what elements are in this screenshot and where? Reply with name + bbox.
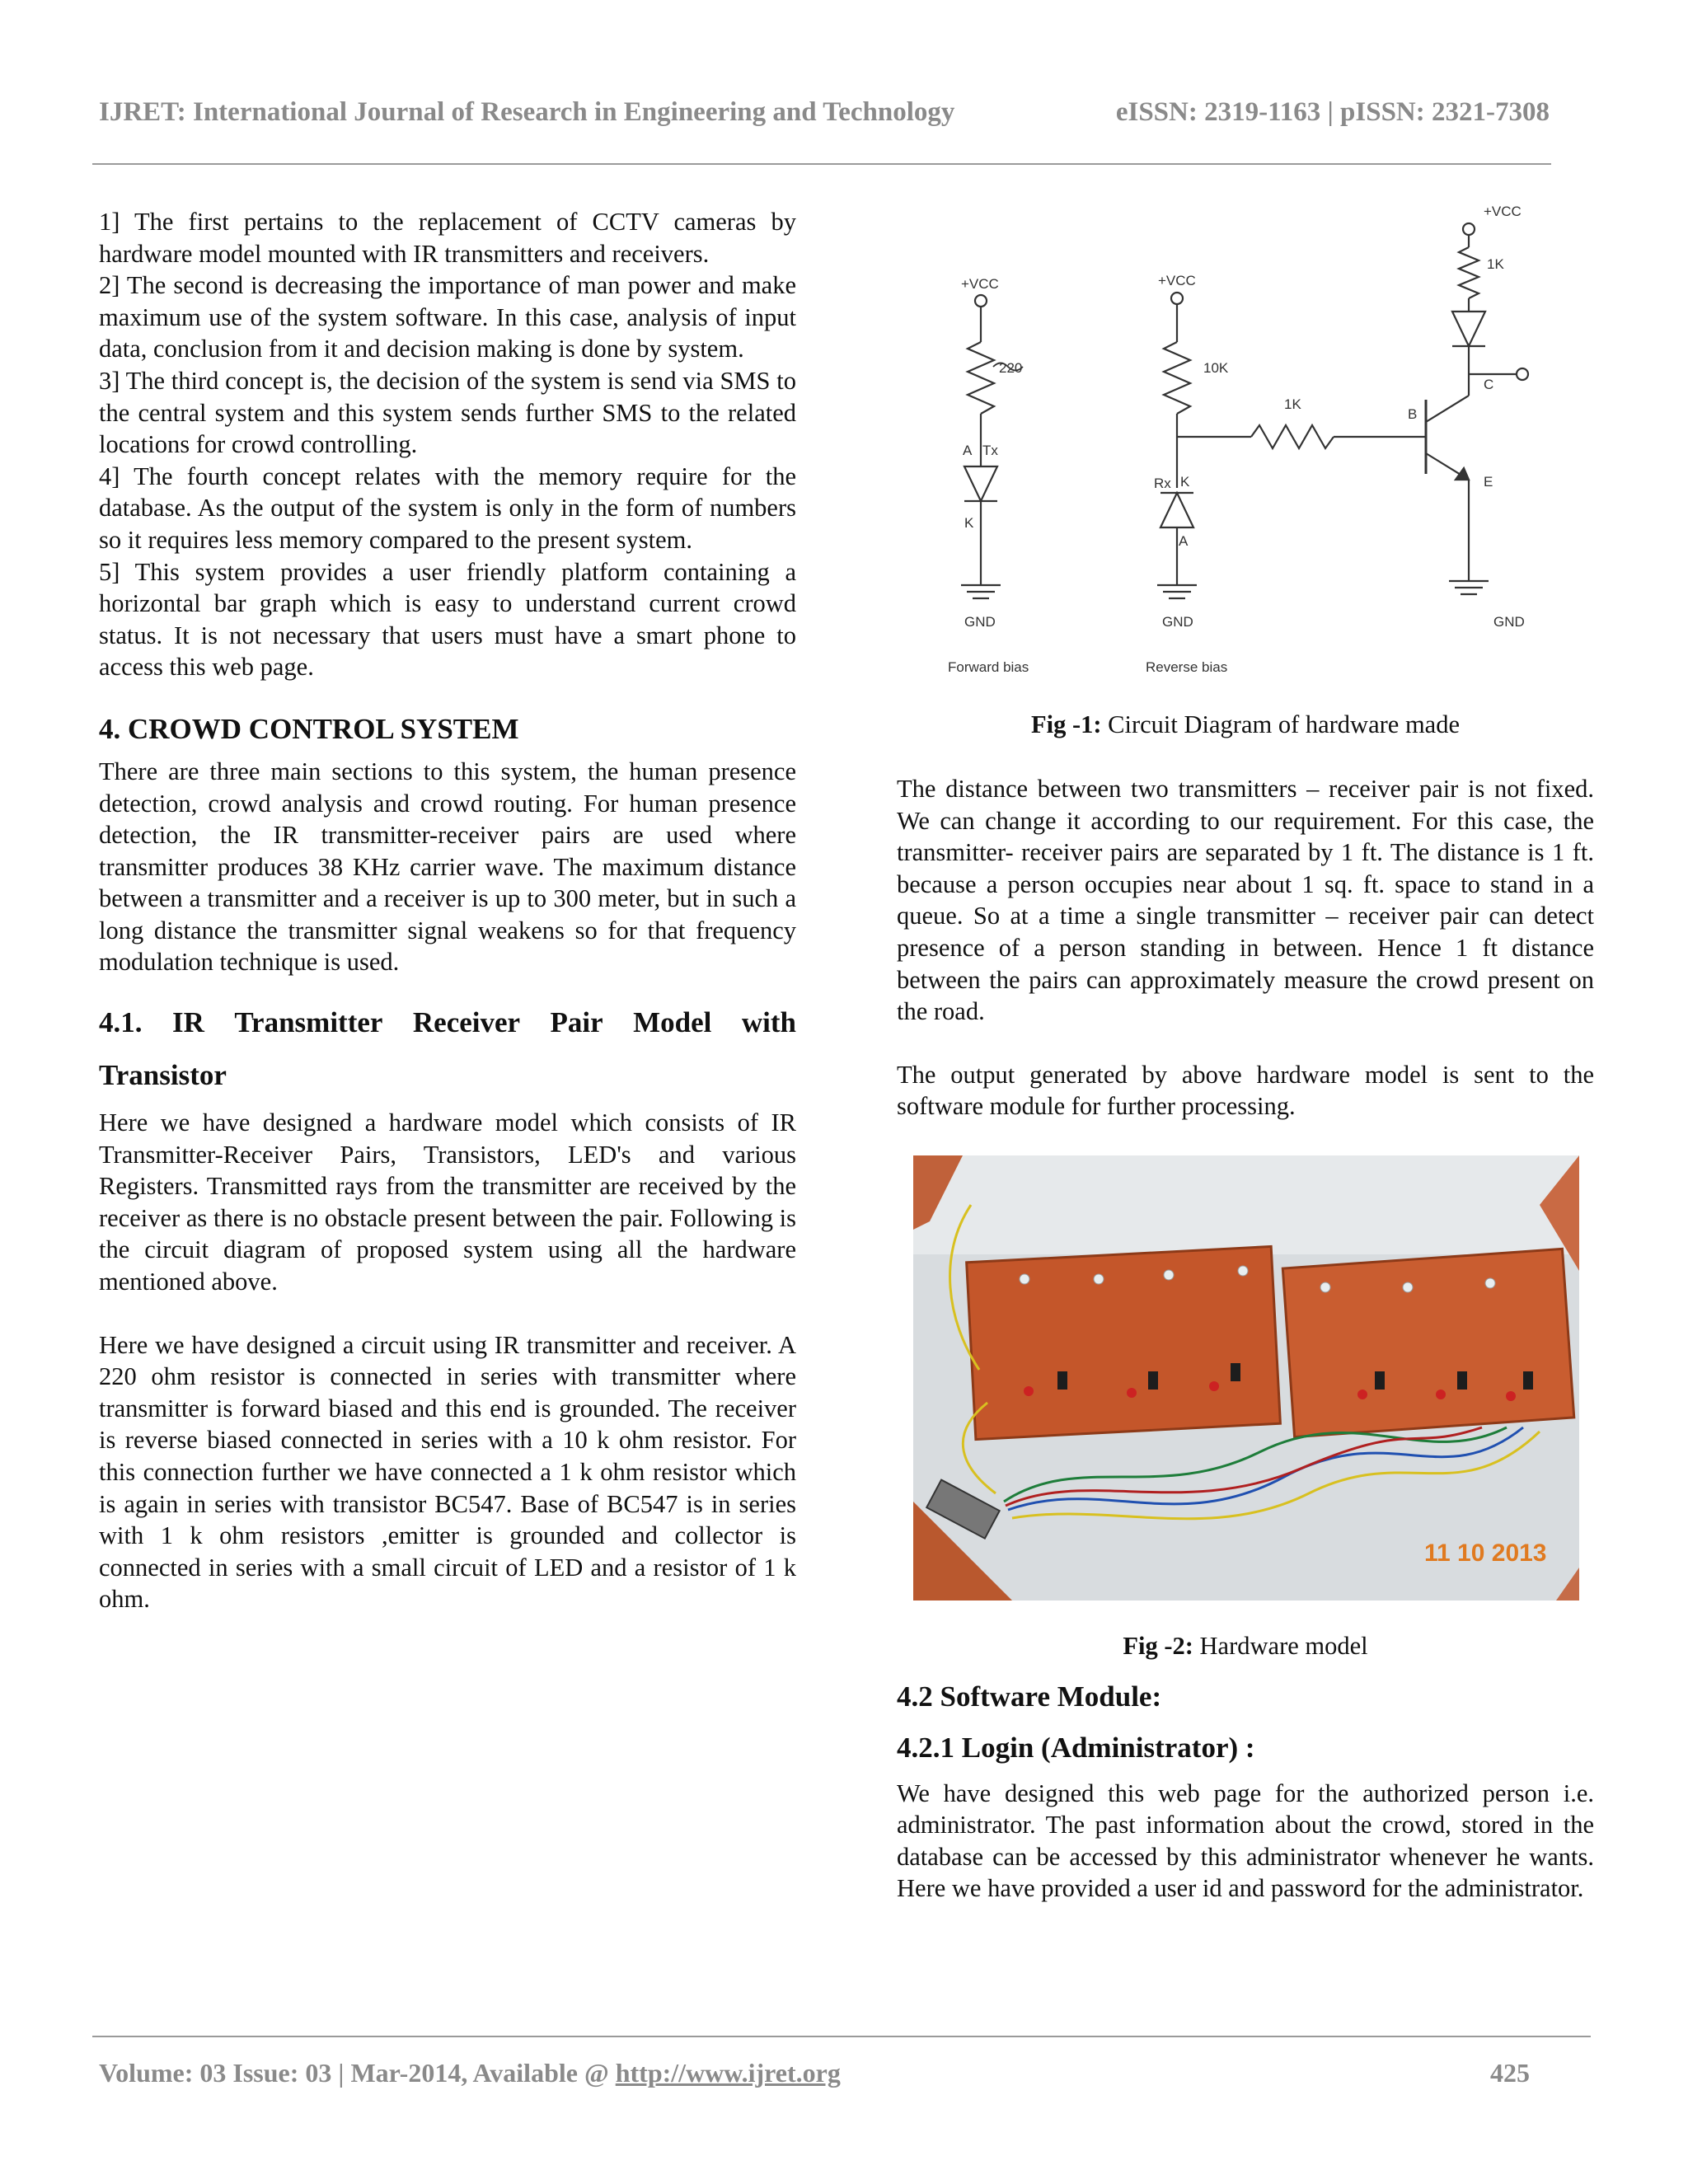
svg-text:B: B xyxy=(1408,406,1418,422)
page-footer xyxy=(99,2058,1530,2088)
header-divider xyxy=(92,163,1551,165)
svg-text:Reverse bias: Reverse bias xyxy=(1146,659,1228,675)
resistor-10k xyxy=(1164,342,1190,414)
svg-text:1K: 1K xyxy=(1487,256,1504,272)
svg-text:E: E xyxy=(1484,474,1493,490)
resistor-1k-base xyxy=(1251,425,1334,448)
circuit-board-right xyxy=(1282,1249,1573,1436)
resistor-1k-led xyxy=(1459,247,1479,298)
right-column-lower xyxy=(897,1630,1594,1905)
fig-1-caption: Fig -1: Circuit Diagram of hardware made xyxy=(1031,710,1460,738)
right-paragraph-1: The distance between two transmitters – receiver pair is not fixed. We can change it according to our requirement. For this case, the transmitter- receiver pairs are separated by 1 ft. The distance is 1 ft. because a person occupies near about 1 sq. ft. space to stand in a queue. So at a time a single transmitter – receiver pair can detect presence of a person standing in between. Hence 1 ft distance between the pairs can approximately measure the crowd present on the road. xyxy=(897,775,1594,1026)
tx-diode xyxy=(964,466,997,501)
led-diode xyxy=(1452,312,1485,346)
svg-text:Tx: Tx xyxy=(982,443,998,458)
section-4-1-paragraph-2: Here we have designed a circuit using IR transmitter and receiver. A 220 ohm resistor is connected in series with transmitter where transmitter is forward biased and this end is grounded. The receiver is reverse biased connected in series with a 10 k ohm resistor. For this connection further we have connected a 1 k ohm resistor which is again in series with transistor BC547. Base of BC547 is in series with 1 k ohm resistors ,emitter is grounded and collector is connected in series with a small circuit of LED and a resistor of 1 k ohm. xyxy=(99,1330,796,1614)
svg-text:GND: GND xyxy=(1493,614,1525,630)
vcc-terminal xyxy=(1463,223,1475,235)
issn-info: eISSN: 2319-1163 | pISSN: 2321-7308 xyxy=(1115,97,1550,127)
svg-text:K: K xyxy=(964,515,974,531)
section-4-2-heading: 4.2 Software Module: xyxy=(897,1680,1162,1713)
svg-text:+VCC: +VCC xyxy=(1484,204,1522,219)
left-column xyxy=(99,206,796,1615)
svg-text:K: K xyxy=(1180,474,1190,490)
section-4-2-1-heading: 4.2.1 Login (Administrator) : xyxy=(897,1731,1255,1764)
svg-text:GND: GND xyxy=(1162,614,1193,630)
section-4-1-heading: 4.1. IR Transmitter Receiver Pair Model with Transistor xyxy=(99,1006,796,1092)
fig-2-caption: Fig -2: Hardware model xyxy=(1123,1632,1368,1660)
svg-text:C: C xyxy=(1484,377,1494,392)
hardware-photo xyxy=(913,1155,1579,1601)
svg-text:220: 220 xyxy=(999,360,1023,376)
photo-date-stamp: 11 10 2013 xyxy=(1424,1540,1547,1567)
list-item: 1] The first pertains to the replacement of CCTV cameras by hardware model mounted with IR transmitters and receivers. xyxy=(99,208,796,268)
svg-text:A: A xyxy=(963,443,973,458)
vcc-terminal xyxy=(975,295,987,307)
rx-diode xyxy=(1160,493,1193,527)
circuit-diagram xyxy=(915,198,1558,692)
list-item: 4] The fourth concept relates with the memory require for the database. As the output of the system is only in the form of numbers so it requires less memory compared to the present system. xyxy=(99,462,796,554)
journal-title: IJRET: International Journal of Research in Engineering and Technology xyxy=(99,97,955,127)
section-4-1-paragraph-1: Here we have designed a hardware model which consists of IR Transmitter-Receiver Pairs, Transistors, LED's and various Registers. Transmitted rays from the transmitter are received by the receiver as there is no obstacle present between the pair. Following is the circuit diagram of proposed system using all the hardware mentioned above. xyxy=(99,1108,796,1296)
list-item: 3] The third concept is, the decision of the system is send via SMS to the central system and this system sends further SMS to the related locations for crowd controlling. xyxy=(99,366,796,459)
svg-text:Rx: Rx xyxy=(1154,476,1171,491)
journal-link[interactable]: http://www.ijret.org xyxy=(615,2058,841,2088)
svg-text:Forward bias: Forward bias xyxy=(948,659,1029,675)
footer-divider xyxy=(92,2036,1591,2037)
circuit-board-left xyxy=(967,1246,1281,1439)
section-4-paragraph: There are three main sections to this system, the human presence detection, crowd analysis and crowd routing. For human presence detection, the IR transmitter-receiver pairs are used where transmitter produces 38 KHz carrier wave. The maximum distance between a transmitter and a receiver is up to 300 meter, but in such a long distance the transmitter signal weakens so for that frequency modulation technique is used. xyxy=(99,757,796,977)
vcc-terminal xyxy=(1171,293,1183,304)
resistor-220 xyxy=(968,342,994,414)
svg-text:1K: 1K xyxy=(1284,396,1301,412)
output-terminal xyxy=(1517,368,1528,380)
list-item: 2] The second is decreasing the importance of man power and make maximum use of the system software. In this case, analysis of input data, conclusion from it and decision making is done by system. xyxy=(99,271,796,363)
right-column-upper xyxy=(897,773,1594,1122)
svg-text:GND: GND xyxy=(964,614,996,630)
svg-text:+VCC: +VCC xyxy=(961,276,999,292)
page-number: 425 xyxy=(1490,2058,1530,2088)
svg-text:10K: 10K xyxy=(1203,360,1229,376)
svg-text:+VCC: +VCC xyxy=(1158,273,1196,288)
svg-text:A: A xyxy=(1179,533,1189,549)
volume-info: Volume: 03 Issue: 03 | Mar-2014, Available @ http://www.ijret.org xyxy=(99,2058,841,2088)
list-item: 5] This system provides a user friendly platform containing a horizontal bar graph which is easy to understand current crowd status. It is not necessary that users must have a smart phone to access this web page. xyxy=(99,557,796,682)
right-paragraph-3: We have designed this web page for the authorized person i.e. administrator. The past information about the crowd, stored in the database can be accessed by this administrator whenever he wants. Here we have provided a user id and password for the administrator. xyxy=(897,1779,1594,1903)
fig-1-caption-block xyxy=(897,709,1594,741)
right-paragraph-2: The output generated by above hardware model is sent to the software module for further processing. xyxy=(897,1060,1594,1121)
page-header xyxy=(99,97,1550,128)
section-4-heading: 4. CROWD CONTROL SYSTEM xyxy=(99,712,519,745)
